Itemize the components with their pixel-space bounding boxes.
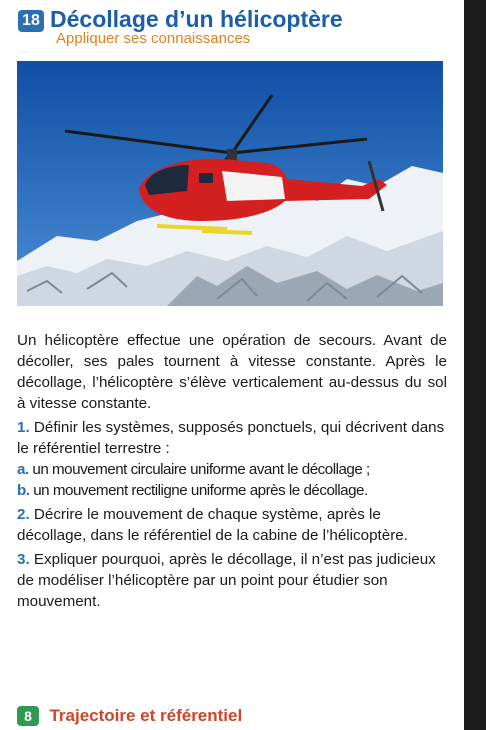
question-3 — [17, 549, 447, 612]
item-letter: a. — [17, 461, 29, 478]
question-text: Décrire le mouvement de chaque système, après le décollage, dans le référentiel de la cabine de l’hélicoptère. — [17, 506, 408, 544]
question-1-item-b — [17, 480, 447, 501]
page-edge — [464, 0, 486, 730]
question-text: Définir les systèmes, supposés ponctuels, qui décrivent dans le référentiel terrestre : — [17, 419, 445, 457]
item-text: un mouvement circulaire uniforme avant le décollage ; — [32, 461, 370, 478]
question-text: Expliquer pourquoi, après le décollage, il n’est pas judicieux de modéliser l’hélicoptère par un point pour étudier son mouvement. — [17, 551, 436, 610]
intro-paragraph: Un hélicoptère effectue une opération de secours. Avant de décoller, ses pales tournent à vitesse constante. Après le décollage, l’hélicoptère s’élève verticalement au-dessus du sol à vitesse constante. — [17, 332, 447, 412]
exercise-body — [17, 330, 447, 612]
exercise-title: Décollage d’un hélicoptère — [50, 6, 343, 32]
question-number: 2. — [17, 506, 30, 523]
question-number: 1. — [17, 419, 30, 436]
exercise-number-badge: 18 — [18, 10, 44, 32]
item-text: un mouvement rectiligne uniforme après le décollage. — [33, 482, 368, 499]
next-exercise-heading — [17, 706, 242, 726]
next-exercise-title: Trajectoire et référentiel — [49, 706, 243, 725]
helicopter-photo — [17, 61, 443, 306]
next-exercise-number-badge: 8 — [17, 706, 39, 726]
question-number: 3. — [17, 551, 30, 568]
exercise-subtitle: Appliquer ses connaissances — [56, 30, 251, 47]
question-1 — [17, 417, 447, 459]
item-letter: b. — [17, 482, 30, 499]
question-2 — [17, 504, 447, 546]
question-1-item-a — [17, 459, 447, 480]
